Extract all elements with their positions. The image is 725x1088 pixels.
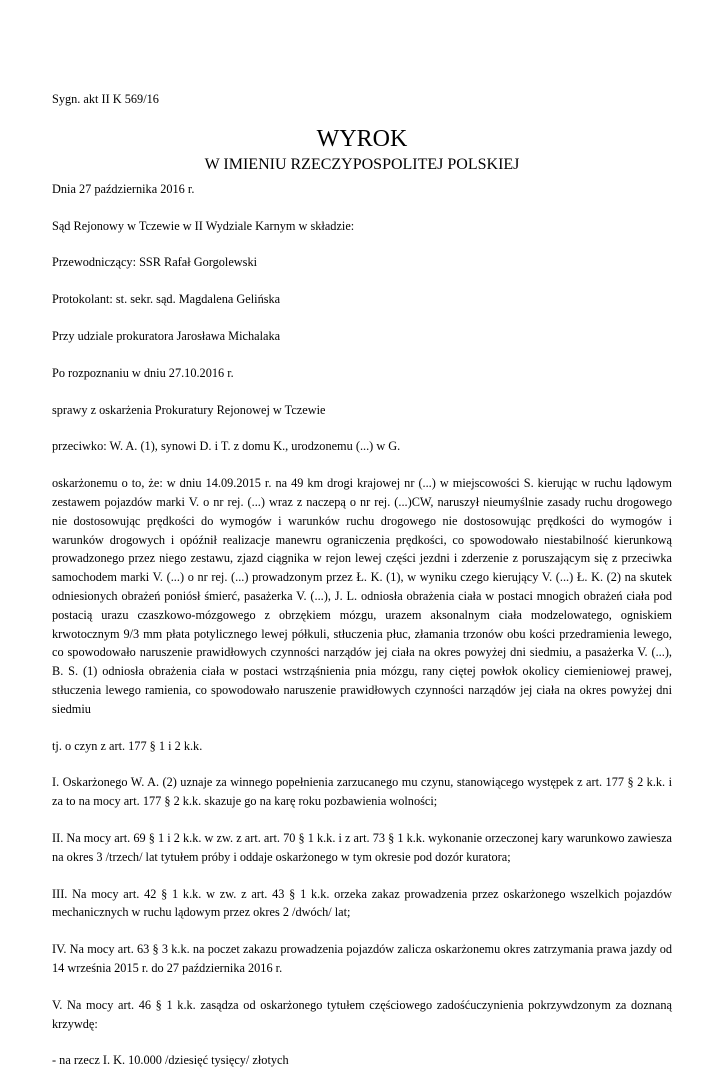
indictment-text: oskarżonemu o to, że: w dniu 14.09.2015 r. na 49 km drogi krajowej nr (...) w miejscowości S. kierując w ruchu lądowym zestawem pojazdów marki V. o nr rej. (...) wraz z naczepą o nr rej. (...)CW, naruszył nieumyślnie zasady ruchu drogowego nie dostosowując prędkości do wymogów i warunków ruchu drogowego nie dostosowując prędkości do wymogów i warunków drogowych i opóźnił realizacje manewru ograniczenia prędkości, co spowodowało niestabilność kierunkową prowadzonego przez niego zestawu, zjazd ciągnika w rejon lewej części jezdni i zderzenie z poruszającym się z przeciwka samochodem marki V. (...) o nr rej. (...) prowadzonym przez Ł. K. (1), w wyniku czego kierujący V. (...) Ł. K. (2) na skutek odniesionych obrażeń poniósł śmierć, pasażerka V. (...), J. L. odniosła obrażenia ciała w postaci mnogich obrażeń ciała pod postacią urazu czaszkowo-mózgowego z obrzękiem mózgu, urazem aksonalnym ciała modzelowatego, ogniskiem krwotocznym 9/3 mm płata potylicznego lewej półkuli, stłuczenia płuc, złamania trzonów obu kości przedramienia lewego, co spowodowało naruszenie prawidłowych czynności narządów jej ciała na okres powyżej dni siedmiu, a pasażerka V. (...), B. S. (1) odniosła obrażenia ciała w postaci wstrząśnienia pnia mózgu, rany ciętej powłok okolicy ciemieniowej prawej, stłuczenia lewego ramienia, co spowodowało naruszenie prawidłowych czynności narządów jej ciała na okres powyżej dni siedmiu bbox=[52, 476, 672, 716]
judgment-date: Dnia 27 października 2016 r. bbox=[52, 181, 195, 196]
defendant: przeciwko: W. A. (1), synowi D. i T. z domu K., urodzonemu (...) w G. bbox=[52, 439, 401, 454]
ruling-point-3: III. Na mocy art. 42 § 1 k.k. w zw. z art. 43 § 1 k.k. orzeka zakaz prowadzenia przez oskarżonego wszelkich pojazdów mechanicznych w ruchu lądowym przez okres 2 /dwóch/ lat; bbox=[52, 886, 672, 920]
ruling-point-2: II. Na mocy art. 69 § 1 i 2 k.k. w zw. z art. art. 70 § 1 k.k. i z art. 73 § 1 k.k. wykonanie orzeczonej kary warunkowo zawiesza na okres 3 /trzech/ lat tytułem próby i oddaje oskarżonego w tym okresie pod dozór kuratora; bbox=[52, 830, 672, 864]
court-clerk: Protokolant: st. sekr. sąd. Magdalena Gelińska bbox=[52, 292, 281, 307]
case-signature: Sygn. akt II K 569/16 bbox=[52, 92, 159, 106]
ruling-point-5: V. Na mocy art. 46 § 1 k.k. zasądza od oskarżonego tytułem częściowego zadośćuczynienia pokrzywdzonym za doznaną krzywdę: bbox=[52, 997, 672, 1031]
compensation-item: - na rzecz I. K. 10.000 /dziesięć tysięcy/ złotych bbox=[52, 1053, 289, 1068]
prosecutor: Przy udziale prokuratora Jarosława Michalaka bbox=[52, 328, 281, 343]
legal-qualification: tj. o czyn z art. 177 § 1 i 2 k.k. bbox=[52, 738, 203, 753]
judgment-document bbox=[52, 90, 672, 1088]
ruling-point-1: I. Oskarżonego W. A. (2) uznaje za winnego popełnienia zarzucanego mu czynu, stanowiącego występek z art. 177 § 2 k.k. i za to na mocy art. 177 § 2 k.k. skazuje go na karę roku pozbawienia wolności; bbox=[52, 775, 672, 809]
ruling-point-4: IV. Na mocy art. 63 § 3 k.k. na poczet zakazu prowadzenia pojazdów zalicza oskarżonemu okres zatrzymania prawa jazdy od 14 września 2015 r. do 27 października 2016 r. bbox=[52, 942, 672, 975]
case-source: sprawy z oskarżenia Prokuratury Rejonowej w Tczewie bbox=[52, 402, 326, 417]
presiding-judge: Przewodniczący: SSR Rafał Gorgolewski bbox=[52, 255, 258, 270]
judgment-subtitle: W IMIENIU RZECZYPOSPOLITEJ POLSKIEJ bbox=[204, 155, 520, 173]
hearing-date: Po rozpoznaniu w dniu 27.10.2016 r. bbox=[52, 365, 234, 380]
judgment-title: WYROK bbox=[316, 125, 408, 152]
court-composition: Sąd Rejonowy w Tczewie w II Wydziale Karnym w składzie: bbox=[52, 218, 355, 233]
